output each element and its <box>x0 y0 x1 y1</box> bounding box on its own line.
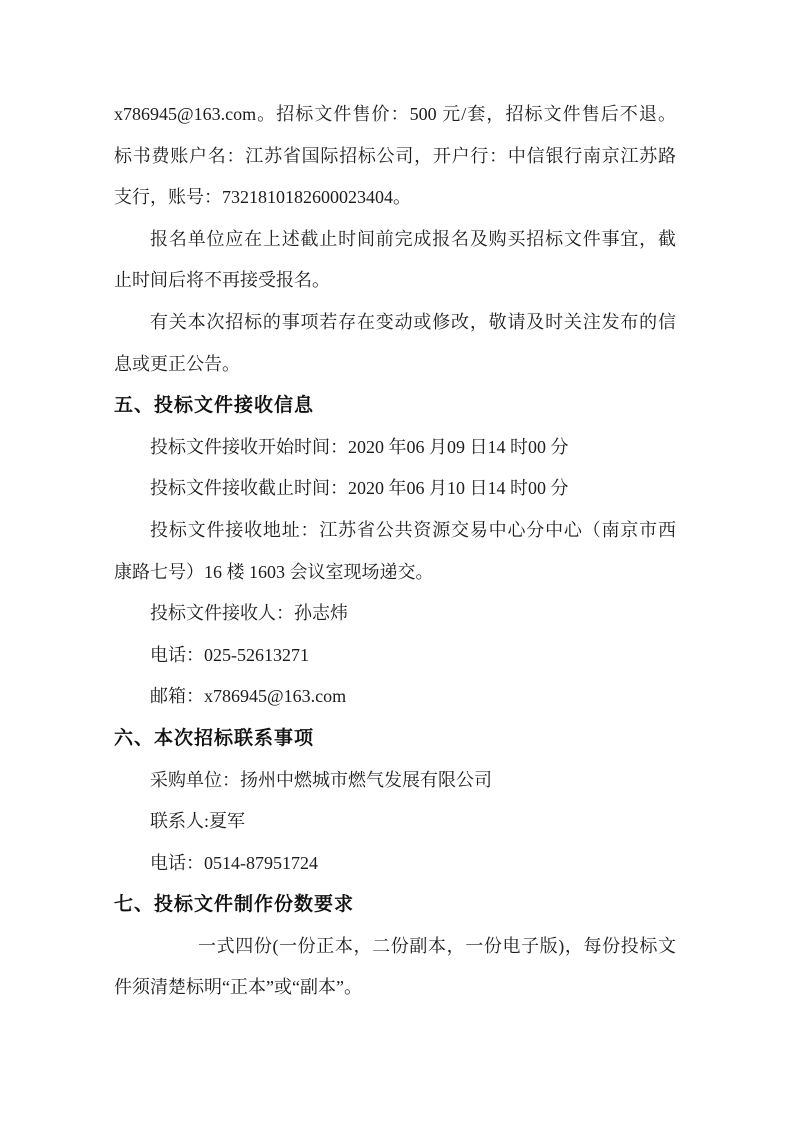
text-line: 一式四份(一份正本，二份副本，一份电子版)，每份投标文 <box>198 935 676 956</box>
text-line: 投标文件接收人：孙志炜 <box>150 603 348 624</box>
text-line: 邮箱：x786945@163.com <box>150 686 347 707</box>
text-line: 投标文件接收地址：江苏省公共资源交易中心分中心（南京市西 <box>150 519 676 540</box>
section-heading-5: 五、投标文件接收信息 <box>114 395 315 417</box>
text-line: 报名单位应在上述截止时间前完成报名及购买招标文件事宜，截 <box>150 228 676 249</box>
text-line: 康路七号）16 楼 1603 会议室现场递交。 <box>114 561 434 582</box>
text-line: 电话：025-52613271 <box>150 644 309 665</box>
text-line: 支行，账号：7321810182600023404。 <box>114 187 411 208</box>
text-line: 有关本次招标的事项若存在变动或修改，敬请及时关注发布的信 <box>150 311 676 332</box>
text-line: 标书费账户名：江苏省国际招标公司，开户行：中信银行南京江苏路 <box>114 145 676 166</box>
section-heading-7: 七、投标文件制作份数要求 <box>114 894 355 916</box>
text-line: 息或更正公告。 <box>114 353 240 374</box>
text-line: 联系人:夏军 <box>150 811 246 832</box>
section-heading-6: 六、本次招标联系事项 <box>114 727 315 749</box>
text-line: x786945@163.com。招标文件售价：500 元/套，招标文件售后不退。 <box>114 104 676 124</box>
text-line: 件须清楚标明“正本”或“副本”。 <box>114 977 362 998</box>
text-line: 投标文件接收截止时间：2020 年06 月10 日14 时00 分 <box>150 478 569 499</box>
text-line: 电话：0514-87951724 <box>150 852 318 873</box>
text-line: 投标文件接收开始时间：2020 年06 月09 日14 时00 分 <box>150 436 569 457</box>
document-body <box>114 94 676 1009</box>
text-line: 采购单位：扬州中燃城市燃气发展有限公司 <box>150 769 492 790</box>
text-line: 止时间后将不再接受报名。 <box>114 270 330 291</box>
